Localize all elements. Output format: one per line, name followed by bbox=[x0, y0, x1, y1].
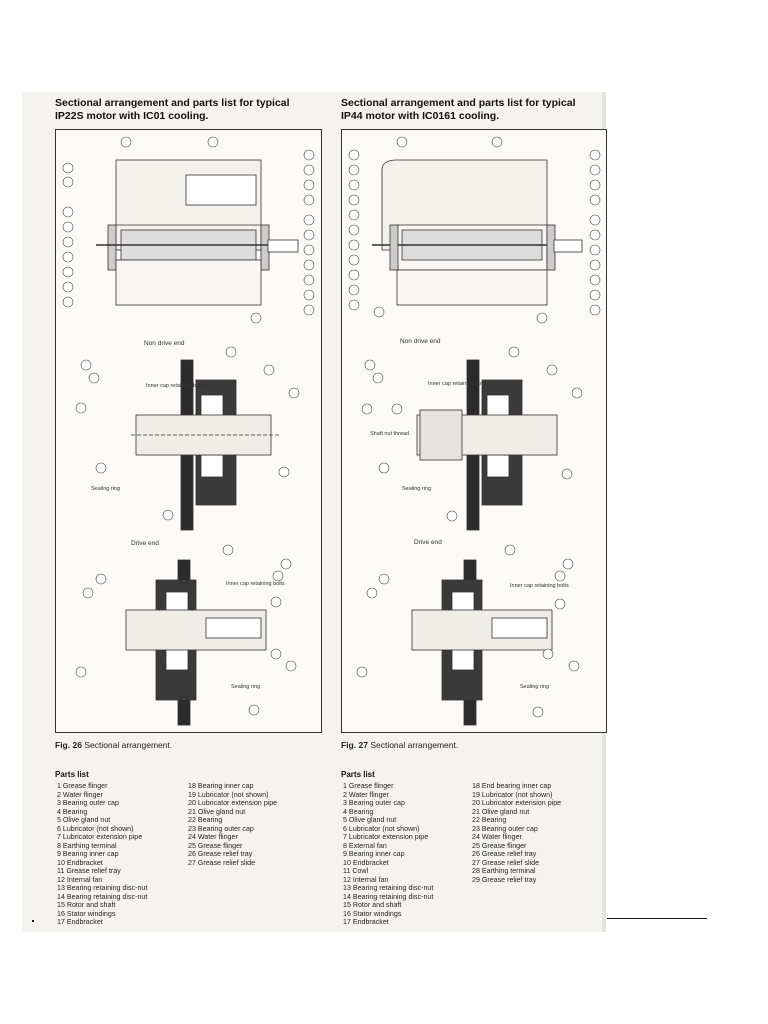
right-parts-list-col2 bbox=[472, 782, 561, 884]
right-figure-frame bbox=[341, 129, 607, 733]
right-sealing-ring-lower-label: Sealing ring bbox=[520, 684, 550, 690]
left-figure-frame bbox=[55, 129, 322, 733]
parts-list-item: 7 Lubricator extension pipe bbox=[57, 833, 143, 841]
parts-list-item: 17 Endbracket bbox=[343, 918, 389, 926]
parts-list-item: 23 Bearing outer cap bbox=[472, 824, 538, 833]
parts-list-item: 3 Bearing outer cap bbox=[57, 799, 119, 807]
parts-list-item: 21 Olive gland nut bbox=[188, 807, 246, 816]
left-non-drive-end-label: Non drive end bbox=[144, 340, 185, 347]
parts-list-item: 13 Bearing retaining disc-nut bbox=[343, 884, 434, 892]
parts-list-item: 12 Internal fan bbox=[343, 875, 389, 884]
parts-list-item: 7 Lubricator extension pipe bbox=[343, 833, 429, 841]
parts-list-item: 27 Grease relief slide bbox=[188, 858, 256, 867]
left-parts-list-col1 bbox=[57, 782, 147, 927]
left-inner-cap-bolts-lower-label: Inner cap retaining bolts bbox=[226, 581, 285, 587]
parts-list-item: 2 Water flinger bbox=[57, 790, 103, 799]
parts-list-item: 20 Lubricator extension pipe bbox=[472, 799, 562, 807]
left-sealing-ring-label-upper: Sealing ring bbox=[91, 486, 121, 492]
parts-list-item: 23 Bearing outer cap bbox=[188, 824, 254, 833]
left-parts-list-col2 bbox=[188, 782, 277, 867]
parts-list-item: 10 Endbracket bbox=[343, 858, 389, 867]
parts-list-item: 26 Grease relief tray bbox=[188, 850, 253, 858]
parts-list-item: 2 Water flinger bbox=[343, 790, 389, 799]
right-figure-drawing bbox=[342, 130, 606, 732]
parts-list-item: 17 Endbracket bbox=[57, 918, 103, 926]
parts-list-item: 22 Bearing bbox=[188, 816, 223, 824]
left-title bbox=[55, 97, 290, 123]
parts-list-item: 8 External fan bbox=[343, 841, 387, 850]
right-inner-cap-bolts-lower-label: Inner cap retaining bolts bbox=[510, 583, 569, 589]
right-title-line2: IP44 motor with IC0161 cooling. bbox=[341, 110, 500, 122]
right-title bbox=[341, 97, 576, 123]
right-sealing-ring-label-upper: Sealing ring bbox=[402, 486, 432, 492]
right-drive-end-label: Drive end bbox=[414, 539, 442, 546]
page-rule bbox=[607, 918, 707, 919]
parts-list-item: 11 Cowl bbox=[343, 867, 369, 875]
parts-list-item: 19 Lubricator (not shown) bbox=[188, 790, 269, 799]
parts-list-item: 19 Lubricator (not shown) bbox=[472, 790, 553, 799]
parts-list-item: 3 Bearing outer cap bbox=[343, 799, 405, 807]
parts-list-item: 10 Endbracket bbox=[57, 858, 103, 867]
left-title-line2: IP22S motor with IC01 cooling. bbox=[55, 110, 209, 122]
parts-list-item: 1 Grease flinger bbox=[343, 782, 394, 790]
left-motor-overview bbox=[96, 160, 298, 305]
parts-list-item: 4 Bearing bbox=[57, 807, 88, 816]
parts-list-item: 12 Internal fan bbox=[57, 875, 103, 884]
parts-list-item: 8 Earthing terminal bbox=[57, 841, 117, 850]
parts-list-item: 18 Bearing inner cap bbox=[188, 782, 254, 790]
parts-list-item: 21 Olive gland nut bbox=[472, 807, 530, 816]
parts-list-item: 5 Olive gland nut bbox=[57, 816, 111, 824]
left-sealing-ring-lower-label: Sealing ring bbox=[231, 684, 261, 690]
parts-list-item: 4 Bearing bbox=[343, 807, 374, 816]
left-drive-end-label: Drive end bbox=[131, 540, 159, 547]
page-mark bbox=[32, 920, 34, 922]
parts-list-item: 16 Stator windings bbox=[343, 909, 402, 918]
parts-list-item: 18 End bearing inner cap bbox=[472, 782, 552, 790]
right-title-line1: Sectional arrangement and parts list for typical bbox=[341, 97, 576, 109]
left-figure-label: Fig. 26 bbox=[55, 740, 82, 750]
parts-list-item: 13 Bearing retaining disc-nut bbox=[57, 884, 148, 892]
parts-list-item: 25 Grease flinger bbox=[472, 841, 527, 850]
left-parts-list-heading: Parts list bbox=[55, 770, 89, 779]
parts-list-item: 5 Olive gland nut bbox=[343, 816, 397, 824]
left-figure-caption-text: Sectional arrangement. bbox=[84, 740, 173, 750]
parts-list-item: 24 Water flinger bbox=[472, 833, 522, 841]
parts-list-item: 24 Water flinger bbox=[188, 833, 238, 841]
parts-list-item: 28 Earthing terminal bbox=[472, 867, 536, 875]
parts-list-item: 6 Lubricator (not shown) bbox=[343, 824, 420, 833]
parts-list-item: 20 Lubricator extension pipe bbox=[188, 799, 278, 807]
parts-list-item: 26 Grease relief tray bbox=[472, 850, 537, 858]
parts-list-item: 6 Lubricator (not shown) bbox=[57, 824, 134, 833]
parts-list-item: 27 Grease relief slide bbox=[472, 858, 540, 867]
right-figure-caption bbox=[341, 740, 458, 750]
parts-list-item: 9 Bearing inner cap bbox=[343, 850, 405, 858]
parts-list-item: 1 Grease flinger bbox=[57, 782, 108, 790]
parts-list-item: 9 Bearing inner cap bbox=[57, 850, 119, 858]
left-inner-cap-bolts-label: Inner cap retaining bolts bbox=[146, 383, 205, 389]
right-motor-overview bbox=[372, 160, 582, 305]
parts-list-item: 22 Bearing bbox=[472, 816, 507, 824]
right-parts-list-col1 bbox=[343, 782, 433, 927]
right-figure-caption-text: Sectional arrangement. bbox=[370, 740, 459, 750]
parts-list-item: 15 Rotor and shaft bbox=[57, 901, 116, 909]
right-shaft-nut-thread-label: Shaft nut thread bbox=[370, 431, 410, 437]
parts-list-item: 25 Grease flinger bbox=[188, 841, 243, 850]
right-inner-cap-bolts-label: Inner cap retaining bolts bbox=[428, 381, 487, 387]
right-parts-list-heading: Parts list bbox=[341, 770, 375, 779]
parts-list-item: 16 Stator windings bbox=[57, 909, 116, 918]
parts-list-item: 15 Rotor and shaft bbox=[343, 901, 402, 909]
parts-list-item: 14 Bearing retaining disc-nut bbox=[343, 892, 434, 901]
parts-list-item: 29 Grease relief tray bbox=[472, 875, 537, 884]
parts-list-item: 14 Bearing retaining disc-nut bbox=[57, 892, 148, 901]
left-figure-caption bbox=[55, 740, 172, 750]
parts-list-item: 11 Grease relief tray bbox=[57, 867, 121, 875]
right-figure-label: Fig. 27 bbox=[341, 740, 368, 750]
left-title-line1: Sectional arrangement and parts list for typical bbox=[55, 97, 290, 109]
right-non-drive-end-label: Non drive end bbox=[400, 338, 441, 345]
left-figure-drawing bbox=[56, 130, 321, 732]
